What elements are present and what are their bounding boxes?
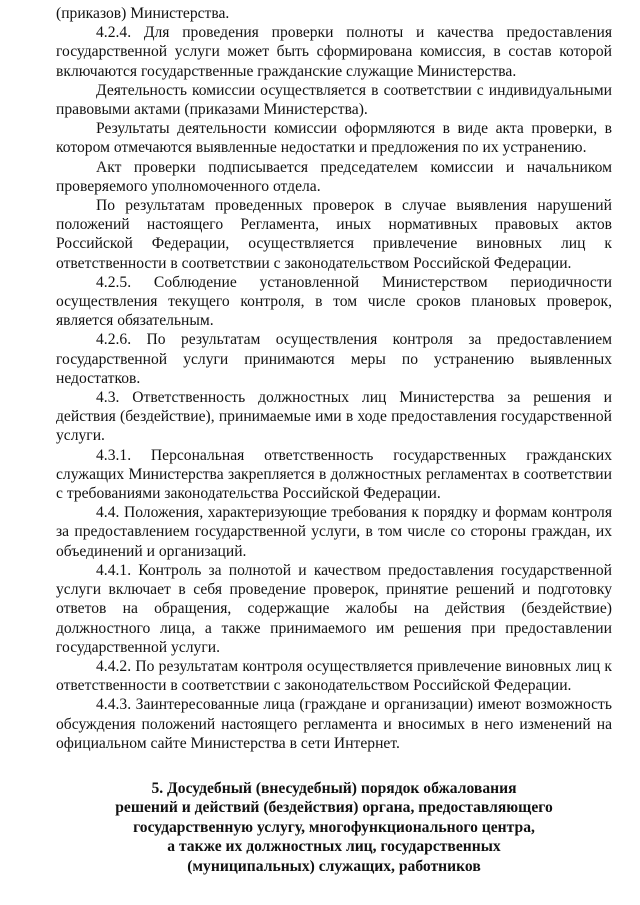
paragraph-4-4-3: 4.4.3. Заинтересованные лица (граждане и организации) имеют возможность обсуждения положений настоящего регламента и вносимых в него изменений на официальном сайте Министерства в сети Интернет.	[56, 696, 612, 752]
paragraph-4-4-1: 4.4.1. Контроль за полнотой и качеством предоставления государственной услуги включает в себя проведение проверок, принятие решений и подготовку ответов на обращения, содержащие жалобы на действия (бездействие) должностного лица, а также принимаемого им решения при предоставлении государственной услуги.	[56, 561, 612, 656]
paragraph-4-2-6: 4.2.6. По результатам осуществления контроля за предоставлением государственной услуги принимаются меры по устранению выявленных недостатков.	[56, 331, 612, 387]
paragraph-4-4-2: 4.4.2. По результатам контроля осуществляется привлечение виновных лиц к ответственности в соответствии с законодательством Российской Федерации.	[56, 657, 612, 695]
paragraph-4-2-4: 4.2.4. Для проведения проверки полноты и качества предоставления государственной услуги может быть сформирована комиссия, в состав которой включаются государственные гражданские служащие Министерства.	[56, 24, 612, 80]
paragraph-commission-activity: Деятельность комиссии осуществляется в соответствии с индивидуальными правовыми актами (приказами Министерства).	[56, 81, 612, 119]
heading-line: (муниципальных) служащих, работников	[187, 857, 481, 875]
paragraph-4-3: 4.3. Ответственность должностных лиц Министерства за решения и действия (бездействие), принимаемые ими в ходе предоставления государственной услуги.	[56, 389, 612, 445]
paragraph-4-4: 4.4. Положения, характеризующие требования к порядку и формам контроля за предоставлением государственной услуги, в том числе со стороны граждан, их объединений и организаций.	[56, 504, 612, 560]
paragraph-continuation: (приказов) Министерства.	[56, 5, 230, 22]
paragraph-4-2-5: 4.2.5. Соблюдение установленной Министерством периодичности осуществления текущего контроля, в том числе сроков плановых проверок, является обязательным.	[56, 273, 612, 330]
heading-line: государственную услугу, многофункционального центра,	[133, 818, 535, 836]
document-body	[56, 4, 612, 753]
paragraph-violations: По результатам проведенных проверок в случае выявления нарушений положений настоящего Регламента, иных нормативных правовых актов Российской Федерации, осуществляется привлечение виновных лиц к ответственности в соответствии с законодательством Российской Федерации.	[56, 197, 612, 272]
heading-line: а также их должностных лиц, государственных	[167, 838, 501, 856]
paragraph-4-3-1: 4.3.1. Персональная ответственность государственных гражданских служащих Министерства закрепляется в должностных регламентах в соответствии с требованиями законодательства Российской Федерации.	[56, 446, 612, 503]
heading-line: решений и действий (бездействия) органа, предоставляющего	[115, 799, 553, 817]
paragraph-commission-results: Результаты деятельности комиссии оформляются в виде акта проверки, в котором отмечаются выявленные недостатки и предложения по их устранению.	[56, 120, 612, 157]
paragraph-inspection-act: Акт проверки подписывается председателем комиссии и начальником проверяемого уполномоченного отдела.	[56, 158, 612, 195]
section-5-heading	[56, 779, 612, 877]
heading-line: 5. Досудебный (внесудебный) порядок обжалования	[151, 779, 517, 797]
